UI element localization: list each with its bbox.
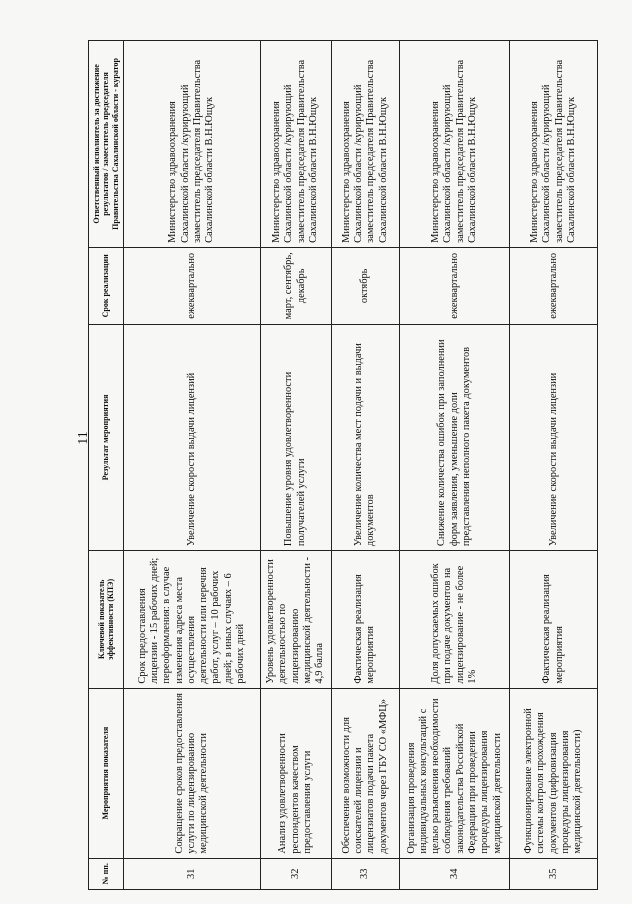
header-term: Срок реализации [89, 247, 124, 324]
table-row [331, 41, 399, 890]
row-kpi: Срок предоставления лицензии - 15 рабочих дней; переоформления: в случае изменения адреса места осуществления деятельности или перечня работ, услуг – 10 рабочих дней; в иных случаях – 6 рабочих дней [124, 551, 261, 689]
rotated-table-wrapper [88, 40, 598, 890]
row-kpi: Фактическая реализация мероприятия [331, 551, 399, 689]
row-responsible: Министерство здравоохранения Сахалинской области /курирующий заместитель председателя Правительства Сахалинской области В.Н.Ющук [260, 41, 331, 248]
row-result: Увеличение скорости выдачи лицензий [124, 324, 261, 550]
row-term: ежеквартально [510, 247, 598, 324]
table-row [400, 41, 510, 890]
row-num: 33 [331, 858, 399, 889]
header-kpi: Ключевой показатель эффективности (КПЭ) [89, 551, 124, 689]
row-num: 35 [510, 858, 598, 889]
row-event: Анализ удовлетворенности респондентов качеством предоставления услуги [260, 688, 331, 858]
row-term: ежеквартально [400, 247, 510, 324]
table-row [124, 41, 261, 890]
row-num: 31 [124, 858, 261, 889]
table-header-row [89, 41, 124, 890]
row-term: октябрь [331, 247, 399, 324]
row-responsible: Министерство здравоохранения Сахалинской области /курирующий заместитель председателя Правительства Сахалинской области В.Н.Ющук [400, 41, 510, 248]
row-responsible: Министерство здравоохранения Сахалинской области /курирующий заместитель председателя Правительства Сахалинской области В.Н.Ющук [124, 41, 261, 248]
row-term: март, сентябрь, декабрь [260, 247, 331, 324]
table-row [260, 41, 331, 890]
row-num: 34 [400, 858, 510, 889]
row-result: Повышение уровня удовлетворенности получателей услуги [260, 324, 331, 550]
row-responsible: Министерство здравоохранения Сахалинской области /курирующий заместитель председателя Правительства Сахалинской области В.Н.Ющук [510, 41, 598, 248]
row-kpi: Уровень удовлетворенности деятельностью по лицензированию медицинской деятельности - 4,9 балла [260, 551, 331, 689]
page-number: 11 [76, 431, 91, 445]
measures-table [88, 40, 598, 890]
row-kpi: Доля допускаемых ошибок при подаче документов на лицензирование - не более 1% [400, 551, 510, 689]
header-num: № пп. [89, 858, 124, 889]
row-term: ежеквартально [124, 247, 261, 324]
header-result: Результат мероприятия [89, 324, 124, 550]
row-kpi: Фактическая реализация мероприятия [510, 551, 598, 689]
row-event: Обеспечение возможности для соискателей лицензии и лицензиатов подачи пакета документов через ГБУ СО «МФЦ» [331, 688, 399, 858]
row-event: Функционирование электронной системы контроля прохождения документов (цифровизация процедуры лицензирования медицинской деятельности) [510, 688, 598, 858]
table-row [510, 41, 598, 890]
row-result: Увеличение скорости выдачи лицензии [510, 324, 598, 550]
row-result: Увеличение количества мест подачи и выдачи документов [331, 324, 399, 550]
row-num: 32 [260, 858, 331, 889]
row-event: Организация проведения индивидуальных консультаций с целью разъяснения необходимости соблюдения требований законодательства Российской Федерации при проведении процедуры лицензирования медицинской деятельности [400, 688, 510, 858]
header-responsible: Ответственный исполнитель за достижение результатов / заместитель председателя Правительства Сахалинской области - куратор [89, 41, 124, 248]
header-event: Мероприятия показателя [89, 688, 124, 858]
row-responsible: Министерство здравоохранения Сахалинской области /курирующий заместитель председателя Правительства Сахалинской области В.Н.Ющук [331, 41, 399, 248]
row-result: Снижение количества ошибок при заполнении форм заявления, уменьшение доли представления неполного пакета документов [400, 324, 510, 550]
row-event: Сокращение сроков предоставления услуги по лицензированию медицинской деятельности [124, 688, 261, 858]
